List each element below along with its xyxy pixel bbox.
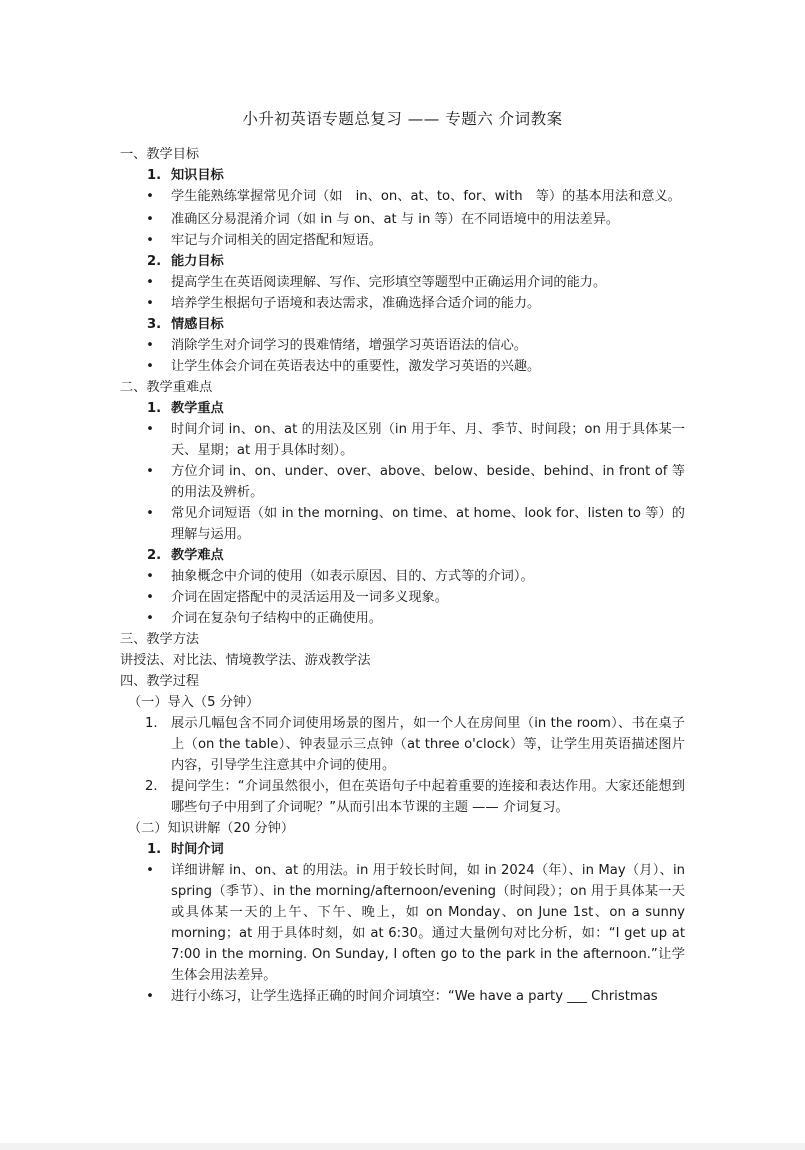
bullet-icon: • <box>146 590 154 605</box>
list-item: 1. 展示几幅包含不同介词使用场景的图片，如一个人在房间里（in the room）、书在桌子上（on the table）、钟表显示三点钟（at three o'clock）等，让学生用英语描述图片内容，引导学生注意其中介词的使用。 <box>145 716 685 773</box>
bullet-icon: • <box>146 569 154 584</box>
bullet-icon: • <box>146 464 154 479</box>
bullet-icon: • <box>146 989 154 1004</box>
bullet-icon: • <box>146 296 154 311</box>
bullet-icon: • <box>146 338 154 353</box>
bullet-icon: • <box>146 233 154 248</box>
list-item: • 消除学生对介词学习的畏难情绪，增强学习英语语法的信心。 <box>120 335 685 356</box>
methods-text: 讲授法、对比法、情境教学法、游戏教学法 <box>120 653 371 668</box>
section-heading-key-points: 二、教学重难点 <box>120 380 213 395</box>
section-heading-process: 四、教学过程 <box>120 674 200 689</box>
list-item: • 让学生体会介词在英语表达中的重要性，激发学习英语的兴趣。 <box>120 356 685 377</box>
list-item: • 介词在固定搭配中的灵活运用及一词多义现象。 <box>120 587 685 608</box>
subheading-time-prepositions: 1. 时间介词 <box>147 842 224 857</box>
bullet-icon: • <box>146 275 154 290</box>
list-item: • 牢记与介词相关的固定搭配和短语。 <box>120 230 685 251</box>
subheading-ability-goals: 2. 能力目标 <box>147 254 224 269</box>
bullet-icon: • <box>146 359 154 374</box>
bullet-icon: • <box>146 506 154 521</box>
subheading-teaching-difficulties: 2. 教学难点 <box>147 548 224 563</box>
document-title: 小升初英语专题总复习 —— 专题六 介词教案 <box>242 110 563 128</box>
list-item: • 详细讲解 in、on、at 的用法。in 用于较长时间，如 in 2024（年）、in May（月）、in spring（季节）、in the morning/afternoon/evening（时间段）；on 用于具体某一天或具体某一天的上午、下午、晚上，如 on Monday、on June 1st、on a sunny morning；at 用于具体时刻，如 at 6:30。通过大量例句对比分析，如：“I get up at 7:00 in the morning. On Sunday, I often go to the park in the afternoon.”让学生体会用法差异。 <box>120 860 685 986</box>
subsection-heading-lecture: （二）知识讲解（20 分钟） <box>128 821 295 836</box>
list-item: • 常见介词短语（如 in the morning、on time、at home、look for、listen to 等）的理解与运用。 <box>120 503 685 545</box>
list-item: • 准确区分易混淆介词（如 in 与 on、at 与 in 等）在不同语境中的用法差异。 <box>120 209 685 230</box>
subheading-knowledge-goals: 1. 知识目标 <box>147 168 224 183</box>
bullet-icon: • <box>146 611 154 626</box>
list-item: 2. 提问学生：“介词虽然很小，但在英语句子中起着重要的连接和表达作用。大家还能想到哪些句子中用到了介词呢？”从而引出本节课的主题 —— 介词复习。 <box>145 779 685 815</box>
section-heading-objectives: 一、教学目标 <box>120 147 200 162</box>
list-item: • 提高学生在英语阅读理解、写作、完形填空等题型中正确运用介词的能力。 <box>120 272 685 293</box>
subsection-heading-intro: （一）导入（5 分钟） <box>128 695 260 710</box>
list-item: • 抽象概念中介词的使用（如表示原因、目的、方式等的介词）。 <box>120 566 685 587</box>
bullet-icon: • <box>146 212 154 227</box>
list-item: • 介词在复杂句子结构中的正确使用。 <box>120 608 685 629</box>
list-item: • 时间介词 in、on、at 的用法及区别（in 用于年、月、季节、时间段；on 用于具体某一天、星期；at 用于具体时刻）。 <box>120 419 685 461</box>
bullet-icon: • <box>146 422 154 437</box>
section-heading-methods: 三、教学方法 <box>120 632 200 647</box>
bullet-icon: • <box>146 189 154 204</box>
subheading-teaching-focus: 1. 教学重点 <box>147 401 224 416</box>
subheading-emotional-goals: 3. 情感目标 <box>147 317 224 332</box>
list-item: • 培养学生根据句子语境和表达需求，准确选择合适介词的能力。 <box>120 293 685 314</box>
bullet-icon: • <box>146 863 154 878</box>
list-item: • 进行小练习，让学生选择正确的时间介词填空：“We have a party ___ Christmas <box>120 986 685 1007</box>
list-item: • 学生能熟练掌握常见介词（如 in、on、at、to、for、with 等）的基本用法和意义。 <box>120 186 685 207</box>
list-item: • 方位介词 in、on、under、over、above、below、beside、behind、in front of 等的用法及辨析。 <box>120 461 685 503</box>
